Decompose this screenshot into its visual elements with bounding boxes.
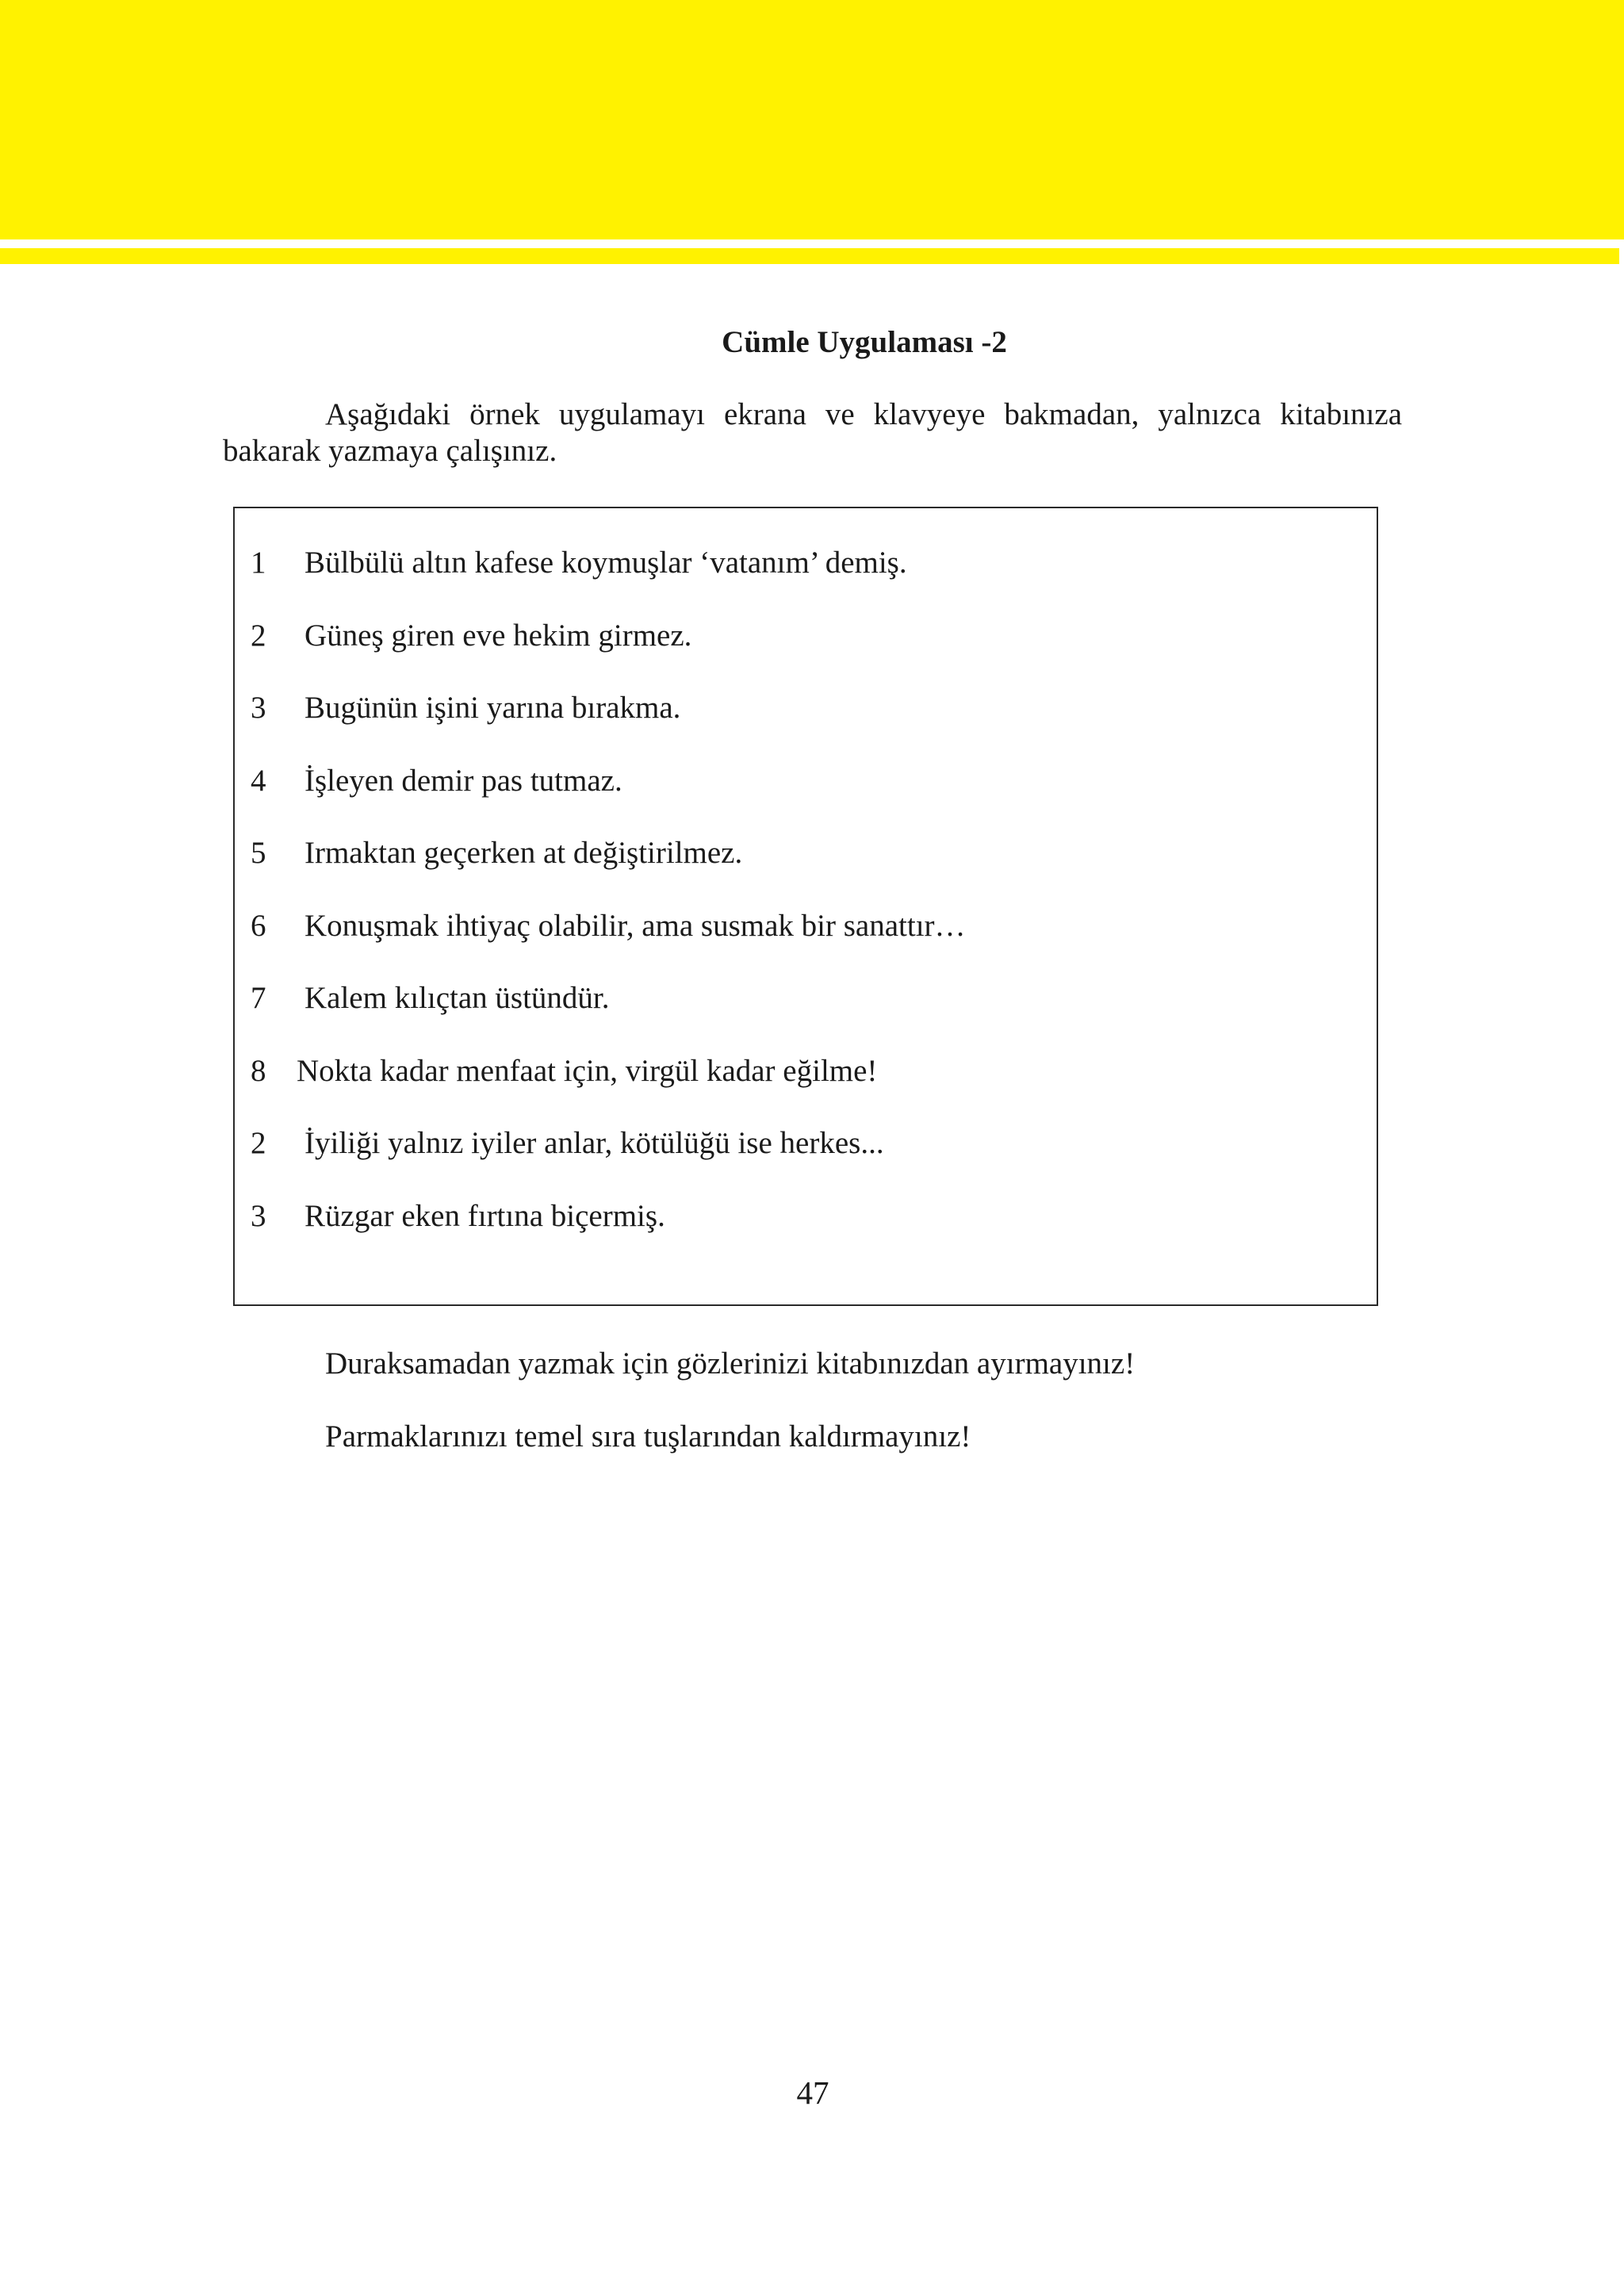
sentence-number: 2 xyxy=(251,619,266,653)
sentence-number: 3 xyxy=(251,691,266,725)
sentence-text: Kalem kılıçtan üstündür. xyxy=(304,981,610,1015)
sentence-text: Bülbülü altın kafese koymuşlar ‘vatanım’ demiş. xyxy=(304,546,907,580)
sentence-number: 1 xyxy=(251,546,266,580)
sentence-number: 4 xyxy=(251,764,266,798)
sentence-text: İyiliği yalnız iyiler anlar, kötülüğü ise herkes... xyxy=(304,1126,884,1160)
header-yellow-band xyxy=(0,0,1624,239)
sentence-text: Bugünün işini yarına bırakma. xyxy=(304,691,681,725)
sentence-number: 7 xyxy=(251,981,266,1015)
tip-text: Parmaklarınızı temel sıra tuşlarından kaldırmayınız! xyxy=(325,1419,971,1453)
sentence-number: 2 xyxy=(251,1126,266,1160)
sentence-text: Irmaktan geçerken at değiştirilmez. xyxy=(304,836,743,870)
sentence-number: 8 xyxy=(251,1054,266,1088)
sentence-list-box xyxy=(233,507,1378,1306)
page-title: Cümle Uygulaması -2 xyxy=(722,325,1007,359)
header-yellow-stripe xyxy=(0,248,1619,264)
sentence-number: 6 xyxy=(251,909,266,943)
sentence-text: Güneş giren eve hekim girmez. xyxy=(304,619,692,653)
sentence-text: Nokta kadar menfaat için, virgül kadar eğilme! xyxy=(297,1054,878,1088)
sentence-number: 3 xyxy=(251,1199,266,1233)
tip-text: Duraksamadan yazmak için gözlerinizi kitabınızdan ayırmayınız! xyxy=(325,1346,1136,1381)
sentence-text: Rüzgar eken fırtına biçermiş. xyxy=(304,1199,665,1233)
sentence-text: İşleyen demir pas tutmaz. xyxy=(304,764,622,798)
sentence-number: 5 xyxy=(251,836,266,870)
sentence-text: Konuşmak ihtiyaç olabilir, ama susmak bir sanattır… xyxy=(304,909,966,943)
page-number: 47 xyxy=(796,2074,829,2111)
intro-paragraph: Aşağıdaki örnek uygulamayı ekrana ve klavyeye bakmadan, yalnızca kitabınıza bakarak yazmaya çalışınız. xyxy=(223,397,1402,468)
